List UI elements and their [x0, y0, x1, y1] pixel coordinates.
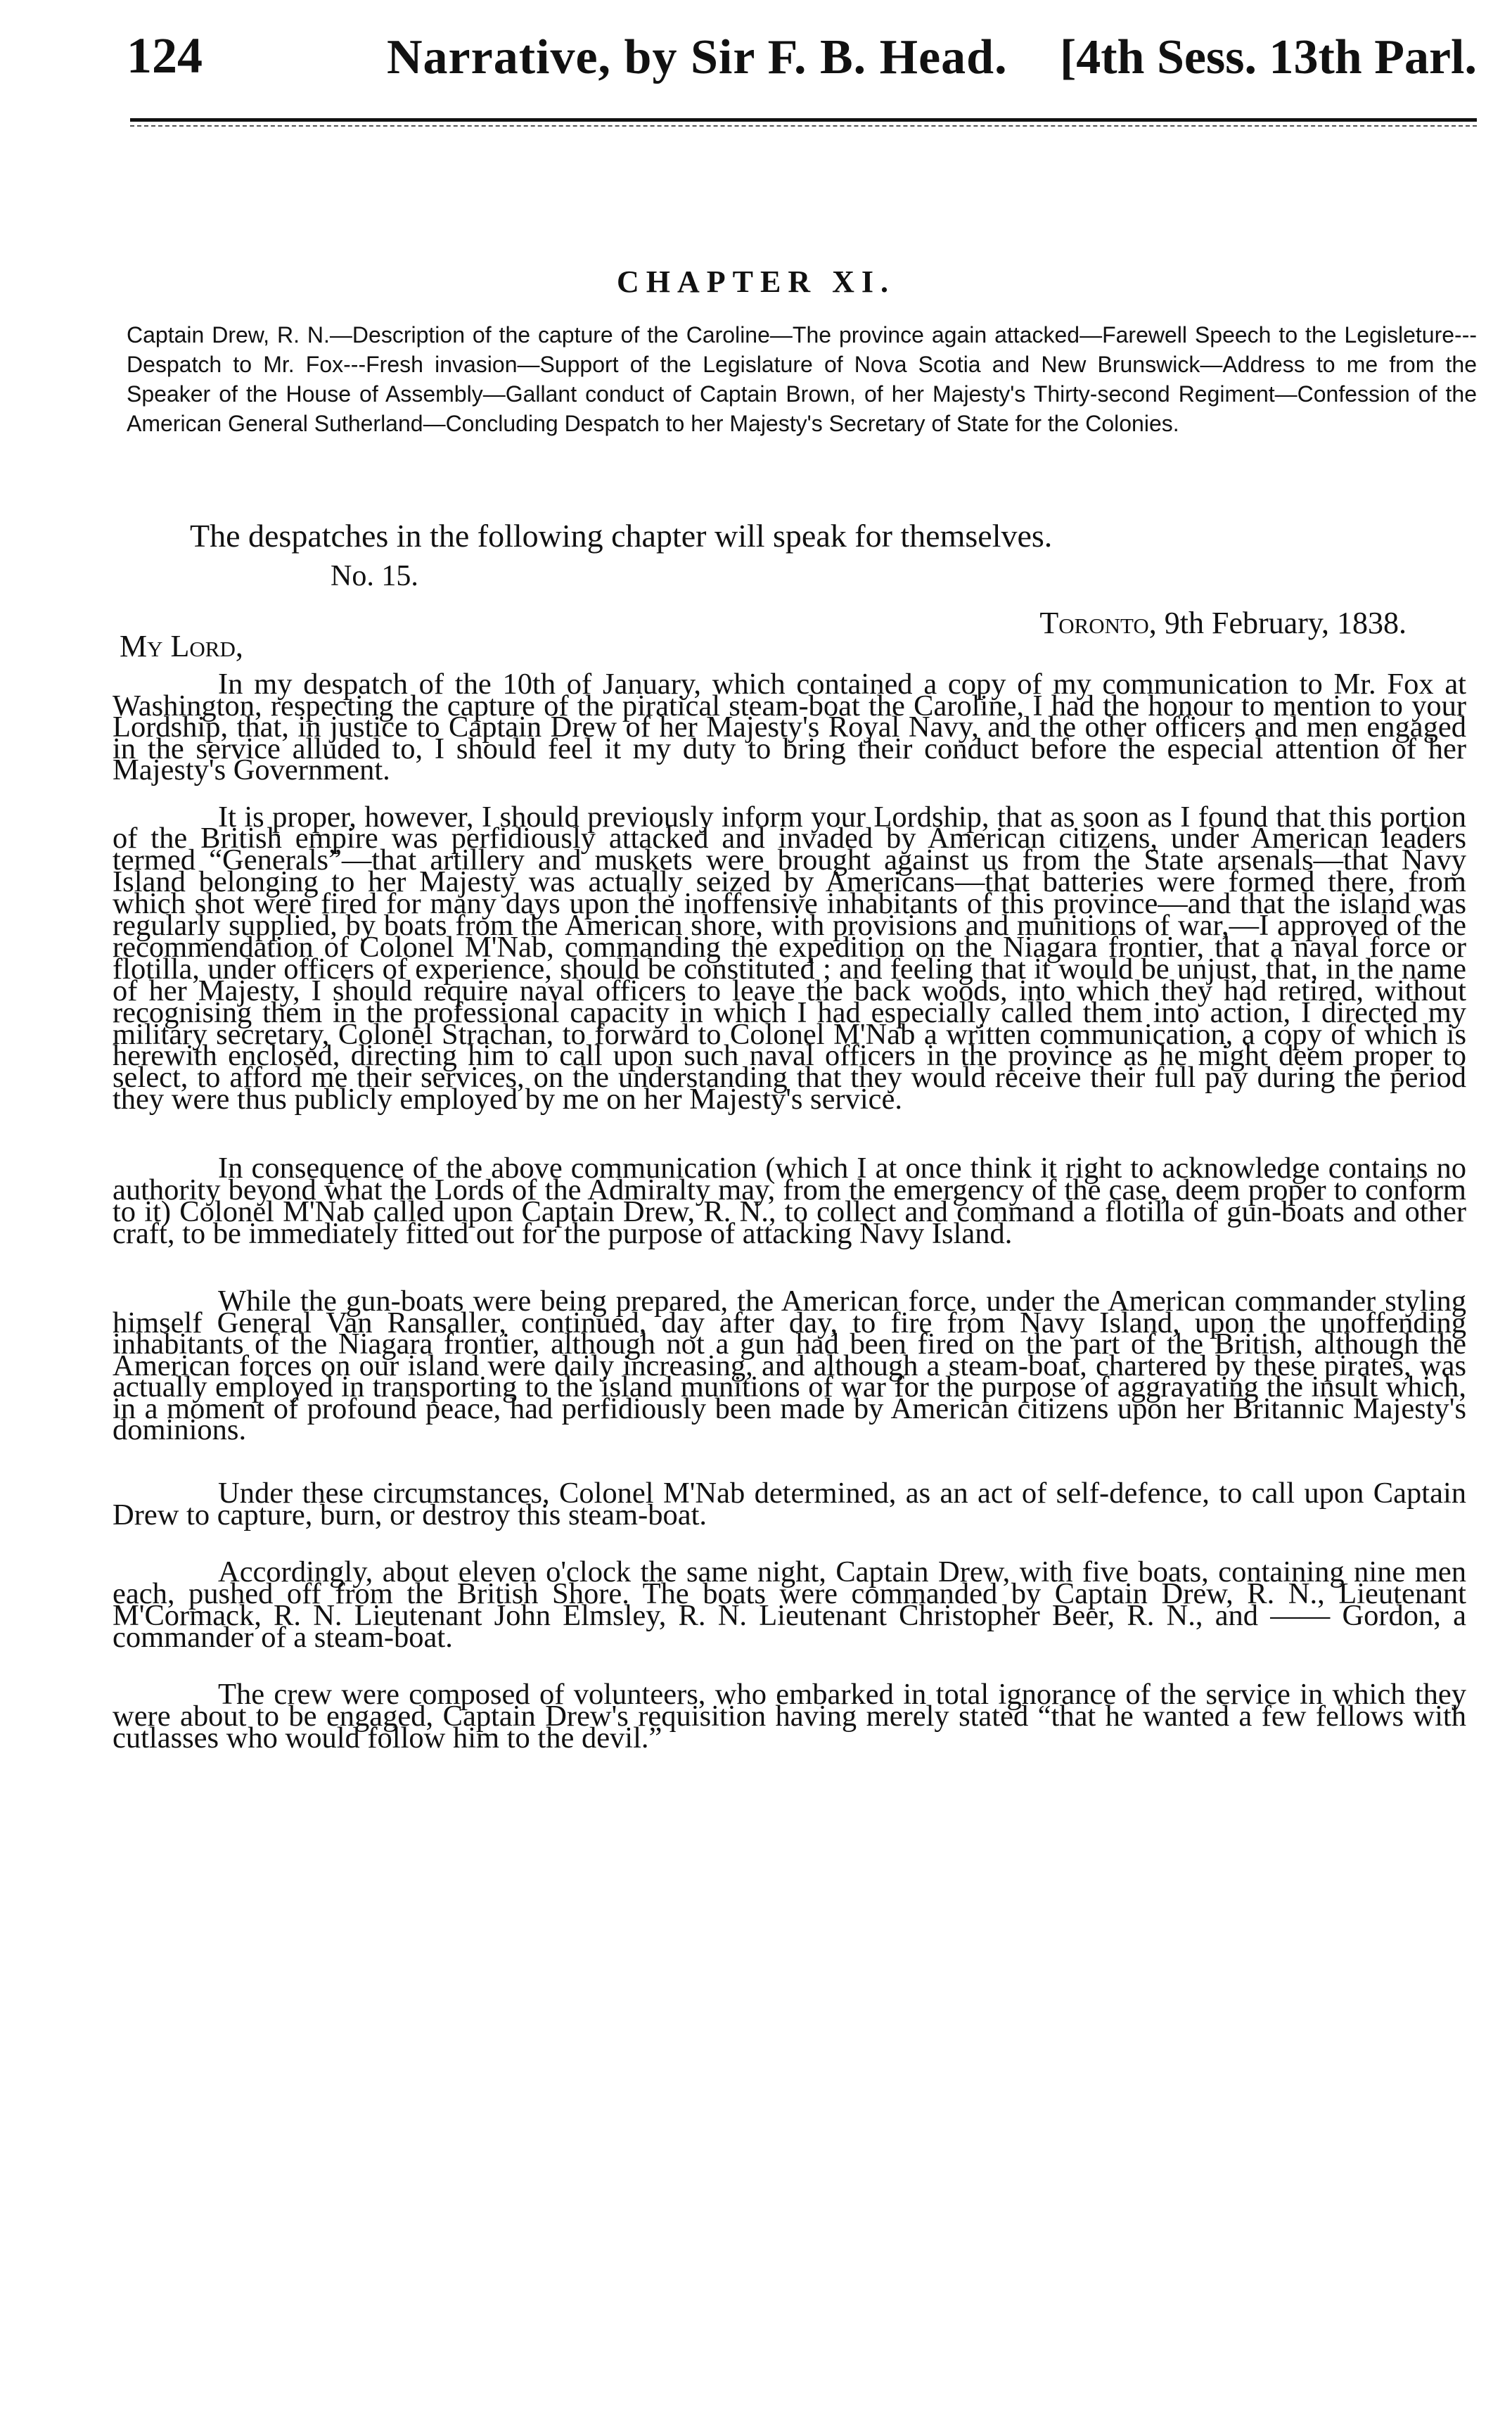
page-number: 124 — [127, 27, 203, 84]
dateline — [1039, 605, 1407, 641]
paragraph: While the gun-boats were being prepared, the American force, under the American commander styling himself General Van Ransaller, continued, day after day, to fire from Navy Island, upon the unoffending inhabitants of the Niagara frontier, although not a gun had been fired on the part of the British, although the American forces on our island were daily increasing, and although a steam-boat, chartered by these pirates, was actually employed in transporting to the island munitions of war for the purpose of aggravating the insult which, in a moment of profound peace, had perfidiously been made by American citizens upon her Britannic Majesty's dominions. — [113, 1285, 1466, 1447]
salutation: My Lord, — [120, 629, 243, 663]
chapter-heading: CHAPTER XI. — [616, 265, 896, 299]
session-reference: [4th Sess. 13th Parl. — [1059, 30, 1477, 84]
dateline-date: 9th February, 1838. — [1164, 606, 1407, 640]
dateline-place: Toronto, — [1039, 606, 1157, 640]
body-text — [113, 668, 1466, 1770]
paragraph: Accordingly, about eleven o'clock the same night, Captain Drew, with five boats, containing nine men each, pushed off from the British Shore. The boats were commanded by Captain Drew, R. N., Lieutenant M'Cormack, R. N. Lieutenant John Elmsley, R. N. Lieutenant Christopher Beer, R. N., and —— Gordon, a commander of a steam-boat. — [113, 1555, 1466, 1654]
despatch-number: No. 15. — [331, 560, 418, 592]
paragraph: In consequence of the above communication (which I at once think it right to acknowledge contains no authority beyond what the Lords of the Admiralty may, from the emergency of the case, deem proper to conform to it) Colonel M'Nab called upon Captain Drew, R. N., to collect and command a flotilla of gun-boats and other craft, to be immediately fitted out for the purpose of attacking Navy Island. — [113, 1152, 1466, 1251]
paragraph: It is proper, however, I should previously inform your Lordship, that as soon as I found that this portion of the British empire was perfidiously attacked and invaded by American citizens, under American leaders termed “Generals”—that artillery and muskets were brought against us from the State arsenals—that Navy Island belonging to her Majesty was actually seized by Americans—that batteries were formed there, from which shot were fired for many days upon the inoffensive inhabitants of this province—and that the island was regularly supplied, by boats from the American shore, with provisions and munitions of war,—I approved of the recommendation of Colonel M'Nab, commanding the expedition on the Niagara frontier, that a naval force or flotilla, under officers of experience, should be constituted ; and feeling that it would be unjust, that, in the name of her Majesty, I should require naval officers to leave the back woods, into which they had retired, without recognising them in the professional capacity in which I had especially called them into action, I directed my military secretary, Colonel Strachan, to forward to Colonel M'Nab a written communication, a copy of which is herewith enclosed, directing him to call upon such naval officers in the province as he might deem proper to select, to afford me their services, on the understanding that they would receive their full pay during the period they were thus publicly employed by me on her Majesty's service. — [113, 800, 1466, 1116]
header-rule-dashed — [130, 125, 1477, 127]
paragraph: In my despatch of the 10th of January, which contained a copy of my communication to Mr. Fox at Washington, respecting the capture of the piratical steam-boat the Caroline, I had the honour to mention to your Lordship, that, in justice to Captain Drew of her Majesty's Royal Navy, and the other officers and men engaged in the service alluded to, I should feel it my duty to bring their conduct before the especial attention of her Majesty's Government. — [113, 668, 1466, 786]
paragraph: Under these circumstances, Colonel M'Nab determined, as an act of self-defence, to call upon Captain Drew to capture, burn, or destroy this steam-boat. — [113, 1476, 1466, 1531]
intro-line: The despatches in the following chapter will speak for themselves. — [190, 518, 1053, 554]
running-header — [127, 27, 1477, 111]
header-rule — [130, 118, 1477, 122]
chapter-synopsis: Captain Drew, R. N.—Description of the capture of the Caroline—The province again attacked—Farewell Speech to the Legisleture---Despatch to Mr. Fox---Fresh invasion—Support of the Legislature of Nova Scotia and New Brunswick—Address to me from the Speaker of the House of Assembly—Gallant conduct of Captain Brown, of her Majesty's Thirty-second Regiment—Confession of the American General Sutherland—Concluding Despatch to her Majesty's Secretary of State for the Colonies. — [127, 322, 1477, 436]
running-title: Narrative, by Sir F. B. Head. — [387, 30, 1008, 84]
paragraph: The crew were composed of volunteers, who embarked in total ignorance of the service in which they were about to be engaged, Captain Drew's requisition having merely stated “that he wanted a few fellows with cutlasses who would follow him to the devil.” — [113, 1677, 1466, 1754]
